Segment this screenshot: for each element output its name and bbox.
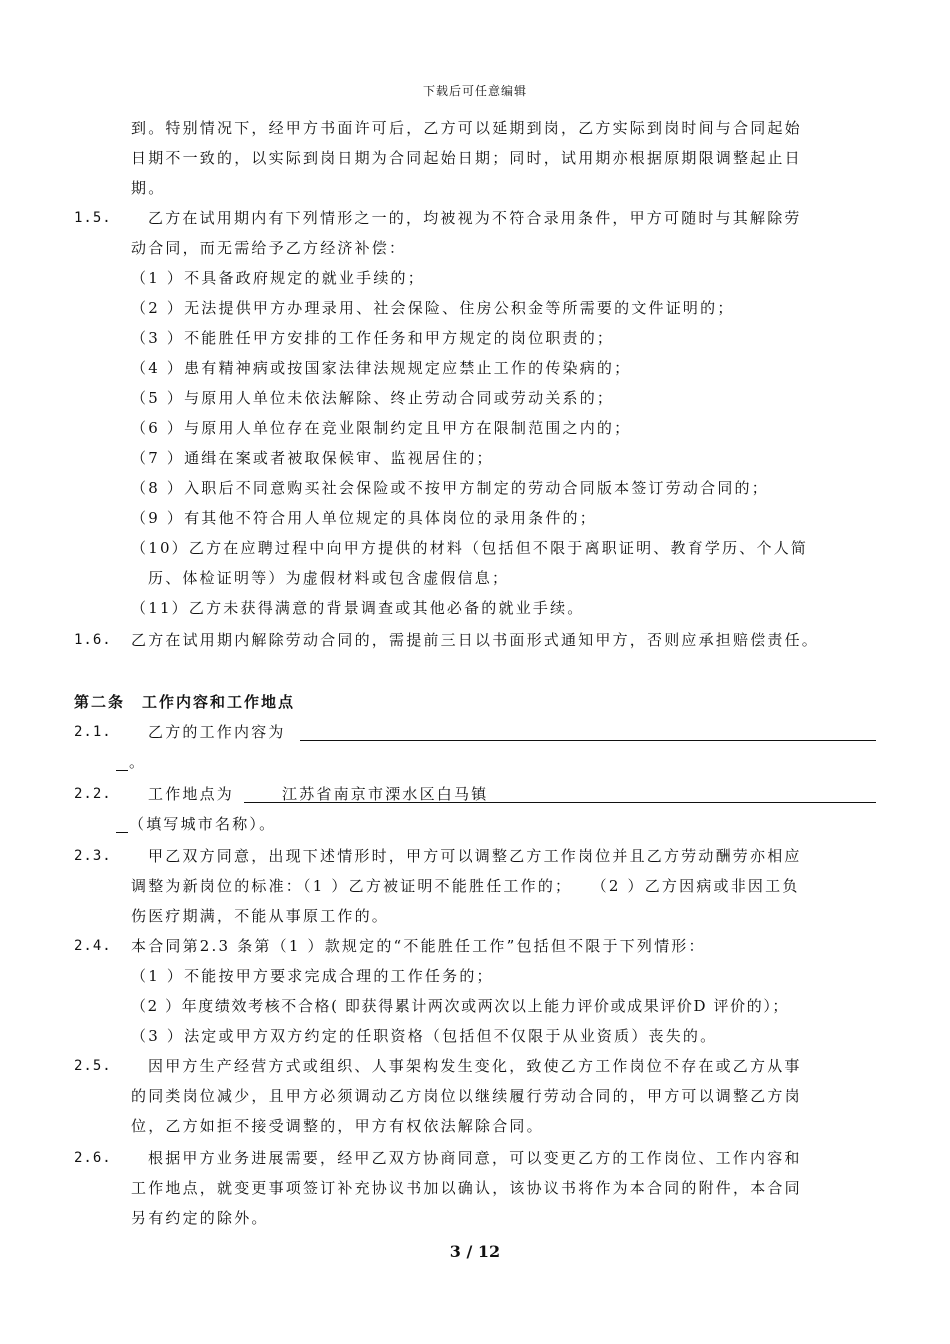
clause-text: 乙方在试用期内解除劳动合同的，需提前三日以书面形式通知甲方，否则应承担赔偿责任。 bbox=[131, 631, 820, 649]
page-header: 下载后可任意编辑 bbox=[422, 84, 527, 98]
list-item: （7 ）通缉在案或者被取保候审、监视居住的； bbox=[131, 449, 494, 467]
list-item: （3 ）不能胜任甲方安排的工作任务和甲方规定的岗位职责的； bbox=[131, 329, 615, 347]
clause-text: 工作地点，就变更事项签订补充协议书加以确认，该协议书将作为本合同的附件，本合同 bbox=[131, 1179, 802, 1197]
list-item: （11）乙方未获得满意的背景调查或其他必备的就业手续。 bbox=[131, 599, 585, 617]
list-item: （5 ）与原用人单位未依法解除、终止劳动合同或劳动关系的； bbox=[131, 389, 615, 407]
list-item: （9 ）有其他不符合用人单位规定的具体岗位的录用条件的； bbox=[131, 509, 597, 527]
blank-field bbox=[300, 722, 876, 741]
list-item: 历、体检证明等）为虚假材料或包含虚假信息； bbox=[148, 569, 510, 587]
clause-text: 另有约定的除外。 bbox=[131, 1209, 269, 1227]
work-location-value: 江苏省南京市溧水区白马镇 bbox=[282, 785, 489, 803]
clause-text: 乙方的工作内容为 bbox=[148, 723, 286, 741]
clause-text: 工作地点为 bbox=[148, 785, 235, 803]
clause-text: （填写城市名称）。 bbox=[129, 815, 277, 833]
section-heading: 第二条 工作内容和工作地点 bbox=[74, 693, 296, 711]
clause-text: 调整为新岗位的标准：（1 ）乙方被证明不能胜任工作的； （2 ）乙方因病或非因工负 bbox=[131, 877, 800, 895]
clause-number: 2.5. bbox=[74, 1058, 112, 1074]
clause-text: 乙方在试用期内有下列情形之一的，均被视为不符合录用条件，甲方可随时与其解除劳 bbox=[148, 209, 802, 227]
clause-text: 。 bbox=[129, 753, 147, 771]
paragraph-line: 日期不一致的，以实际到岗日期为合同起始日期；同时，试用期亦根据原期限调整起止日 bbox=[131, 149, 802, 167]
clause-text: 因甲方生产经营方式或组织、人事架构发生变化，致使乙方工作岗位不存在或乙方从事 bbox=[148, 1057, 802, 1075]
clause-text: 伤医疗期满，不能从事原工作的。 bbox=[131, 907, 390, 925]
paragraph-line: 到。特别情况下，经甲方书面许可后，乙方可以延期到岗，乙方实际到岗时间与合同起始 bbox=[131, 119, 802, 137]
clause-text: 根据甲方业务进展需要，经甲乙双方协商同意，可以变更乙方的工作岗位、工作内容和 bbox=[148, 1149, 802, 1167]
clause-number: 2.4. bbox=[74, 938, 112, 954]
clause-text: 动合同，而无需给予乙方经济补偿： bbox=[131, 239, 407, 257]
list-item: （10）乙方在应聘过程中向甲方提供的材料（包括但不限于离职证明、教育学历、个人简 bbox=[131, 539, 809, 557]
clause-text: 本合同第2.3 条第（1 ）款规定的“不能胜任工作”包括但不限于下列情形： bbox=[131, 937, 706, 955]
clause-number: 2.2. bbox=[74, 786, 112, 802]
list-item: （4 ）患有精神病或按国家法律法规规定应禁止工作的传染病的； bbox=[131, 359, 632, 377]
list-item: （8 ）入职后不同意购买社会保险或不按甲方制定的劳动合同版本签订劳动合同的； bbox=[131, 479, 769, 497]
paragraph-line: 期。 bbox=[131, 179, 166, 197]
clause-number: 2.1. bbox=[74, 724, 112, 740]
list-item: （6 ）与原用人单位存在竞业限制约定且甲方在限制范围之内的； bbox=[131, 419, 632, 437]
list-item: （3 ）法定或甲方双方约定的任职资格（包括但不仅限于从业资质）丧失的。 bbox=[131, 1027, 718, 1045]
list-item: （1 ）不具备政府规定的就业手续的； bbox=[131, 269, 425, 287]
clause-text: 的同类岗位减少，且甲方必须调动乙方岗位以继续履行劳动合同的，甲方可以调整乙方岗 bbox=[131, 1087, 802, 1105]
clause-text: 位，乙方如拒不接受调整的，甲方有权依法解除合同。 bbox=[131, 1117, 544, 1135]
blank-field bbox=[116, 752, 128, 771]
clause-number: 2.6. bbox=[74, 1150, 112, 1166]
page-number: 3 / 12 bbox=[449, 1242, 501, 1261]
blank-field bbox=[116, 814, 128, 833]
list-item: （1 ）不能按甲方要求完成合理的工作任务的； bbox=[131, 967, 494, 985]
clause-number: 1.6. bbox=[74, 632, 112, 648]
clause-number: 2.3. bbox=[74, 848, 112, 864]
clause-number: 1.5. bbox=[74, 210, 112, 226]
list-item: （2 ）年度绩效考核不合格( 即获得累计两次或两次以上能力评价或成果评价D 评价的）； bbox=[131, 997, 790, 1015]
clause-text: 甲乙双方同意，出现下述情形时，甲方可以调整乙方工作岗位并且乙方劳动酬劳亦相应 bbox=[148, 847, 802, 865]
list-item: （2 ）无法提供甲方办理录用、社会保险、住房公积金等所需要的文件证明的； bbox=[131, 299, 735, 317]
